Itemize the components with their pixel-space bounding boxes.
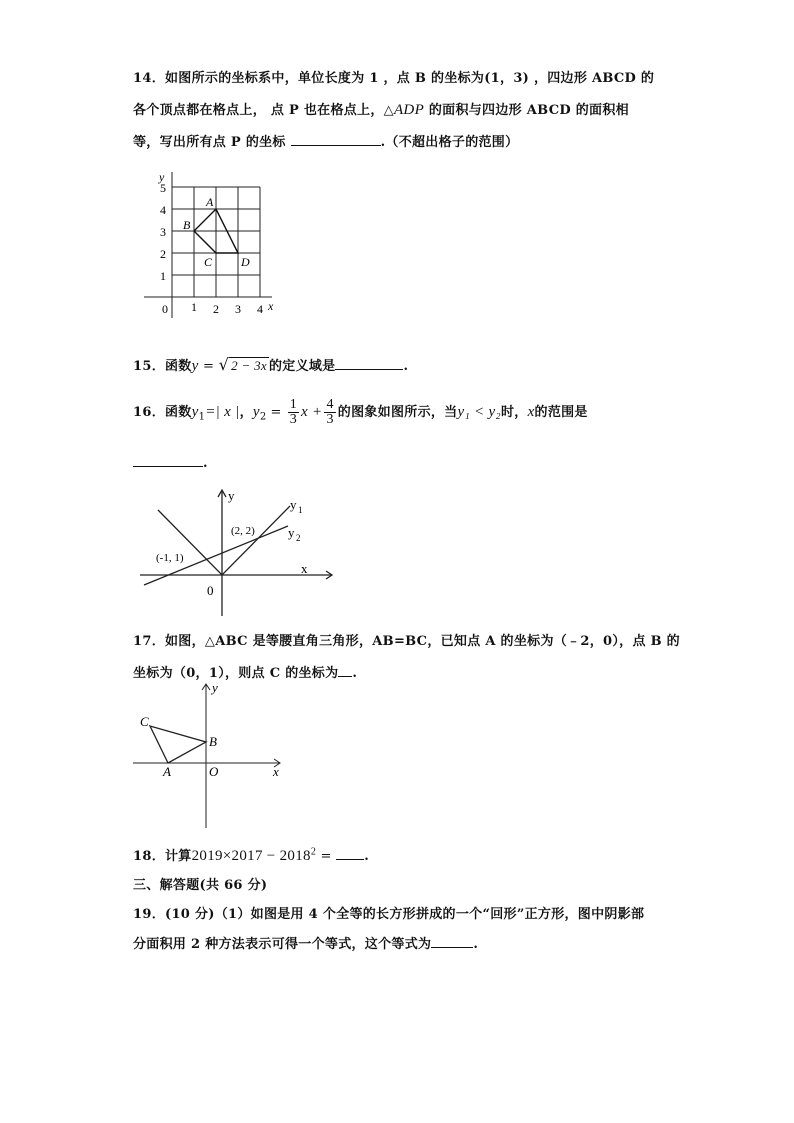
q17-origin-label: O <box>209 764 219 779</box>
q14-axis-x-label: x <box>268 299 274 313</box>
curve-y2-label: y <box>288 525 295 540</box>
q16-y2-sub: 2 <box>259 411 267 423</box>
triangle-symbol: △ <box>383 103 394 118</box>
q17-line-1: 17．如图，△ABC 是等腰直角三角形，AB=BC，已知点 A 的坐标为（﹣2，0），点 B 的 <box>133 634 680 649</box>
q14-y-tick-5: 5 <box>160 181 166 195</box>
q16-when: 时， <box>500 405 528 420</box>
q17-axis-x-label: x <box>273 764 279 779</box>
q16-y2: y <box>252 404 260 420</box>
intersection-point-neg1-1: (-1, 1) <box>156 552 184 564</box>
point-a-label: A <box>206 195 214 209</box>
frac1-denominator: 3 <box>289 412 298 427</box>
q14-y-tick-4: 4 <box>160 203 166 217</box>
q14-line-2b: 的面积与四边形 ABCD 的面积相 <box>424 103 629 118</box>
q18-eq: = <box>316 849 337 864</box>
q14-x-tick-2: 2 <box>213 302 219 316</box>
q16-line <box>133 398 588 427</box>
radical-sign: √ <box>218 355 230 374</box>
q16-answer-line <box>133 454 208 471</box>
q15-end: . <box>403 359 409 374</box>
q16-axis-y-label: y <box>228 488 235 503</box>
fraction-one-third <box>288 398 299 427</box>
intersection-point-2-2: (2, 2) <box>231 525 255 537</box>
q14-line-3 <box>133 131 518 150</box>
q17-point-a-label: A <box>163 764 171 779</box>
q17-line-2 <box>133 662 357 681</box>
q14-line-2 <box>133 99 629 119</box>
frac2-denominator: 3 <box>326 412 334 427</box>
q15-y: y <box>191 358 199 374</box>
q16-mid: 的图象如图所示，当 <box>337 405 458 420</box>
q14-line-3b: .（不超出格子的范围） <box>380 135 519 150</box>
q17-triangle-figure <box>130 680 290 830</box>
q16-axis-x-label: x <box>301 561 308 576</box>
q14-x-tick-4: 4 <box>257 302 263 316</box>
fraction-four-thirds <box>324 398 335 427</box>
q14-y-tick-3: 3 <box>160 225 166 239</box>
q19-line-2b: . <box>473 937 479 952</box>
q15-radicand: 2 − 3x <box>231 358 267 373</box>
section-3-title: 三、解答题(共 66 分) <box>133 878 268 893</box>
q14-axis-y-label: y <box>159 170 165 184</box>
q16-origin-label: 0 <box>207 583 214 598</box>
q14-origin-label: 0 <box>162 302 168 316</box>
q16-x: x <box>527 404 535 420</box>
frac1-numerator: 1 <box>289 397 298 412</box>
q17-point-c-label: C <box>140 714 149 729</box>
q14-x-tick-1: 1 <box>191 300 197 314</box>
q16-graph-figure <box>140 488 340 618</box>
q14-line-3a: 等，写出所有点 P 的坐标 <box>133 135 291 150</box>
answer-blank-q16[interactable] <box>133 454 203 467</box>
triangle-adp: ADP <box>393 102 425 118</box>
answer-blank-q19[interactable] <box>431 935 473 948</box>
q15-eq: = <box>198 359 219 374</box>
answer-blank-q17[interactable] <box>338 664 352 677</box>
q16-inequality: y₁ < y₂ <box>457 404 501 420</box>
q19-line-2 <box>133 933 478 952</box>
curve-y2-sub: 2 <box>296 533 301 543</box>
curve-y1-sub: 1 <box>298 505 303 515</box>
q16-prefix: 16．函数 <box>133 405 192 420</box>
q14-y-tick-1: 1 <box>160 269 166 283</box>
q14-y-tick-2: 2 <box>160 247 166 261</box>
q14-line-2a: 各个顶点都在格点上， 点 P 也在格点上， <box>133 103 384 118</box>
answer-blank-q14[interactable] <box>291 133 381 146</box>
q15-suffix: 的定义域是 <box>268 359 336 374</box>
q19-line-1: 19．(10 分)（1）如图是用 4 个全等的长方形拼成的一个“回形”正方形，图中阴影部 <box>133 907 645 922</box>
q14-grid-figure <box>140 168 290 318</box>
q18-expression: 2019×2017 − 2018 <box>191 848 311 864</box>
q18-exponent: 2 <box>310 846 317 858</box>
q15-line <box>133 355 408 375</box>
curve-y1-label: y <box>290 497 297 512</box>
point-d-label: D <box>241 255 250 269</box>
q17-line-2b: . <box>352 666 358 681</box>
q18-prefix: 18．计算 <box>133 849 192 864</box>
q15-prefix: 15．函数 <box>133 359 192 374</box>
q16-comma: ， <box>239 405 253 420</box>
q16-y1-sub: 1 <box>198 411 206 423</box>
q17-line-2a: 坐标为（0，1），则点 C 的坐标为 <box>133 666 339 681</box>
q16-abs: =| x | <box>205 404 240 420</box>
q19-line-2a: 分面积用 2 种方法表示可得一个等式，这个等式为 <box>133 937 432 952</box>
point-b-label: B <box>183 218 191 232</box>
q17-point-b-label: B <box>209 734 217 749</box>
q16-suffix: 的范围是 <box>534 405 588 420</box>
q14-x-tick-3: 3 <box>235 302 241 316</box>
point-c-label: C <box>204 255 213 269</box>
answer-blank-q18[interactable] <box>336 847 364 860</box>
q16-y1: y <box>191 404 199 420</box>
q18-end: . <box>364 849 370 864</box>
q18-line <box>133 845 369 865</box>
q17-axis-y-label: y <box>212 680 218 695</box>
q16-end: . <box>203 456 208 471</box>
frac2-numerator: 4 <box>326 397 334 412</box>
q14-line-1: 14．如图所示的坐标系中，单位长度为 1 ，点 B 的坐标为(1，3) ，四边形 ABCD 的 <box>133 71 655 86</box>
answer-blank-q15[interactable] <box>335 357 403 370</box>
q16-x-plus: x + <box>301 404 323 420</box>
q16-eq: = <box>270 405 282 420</box>
